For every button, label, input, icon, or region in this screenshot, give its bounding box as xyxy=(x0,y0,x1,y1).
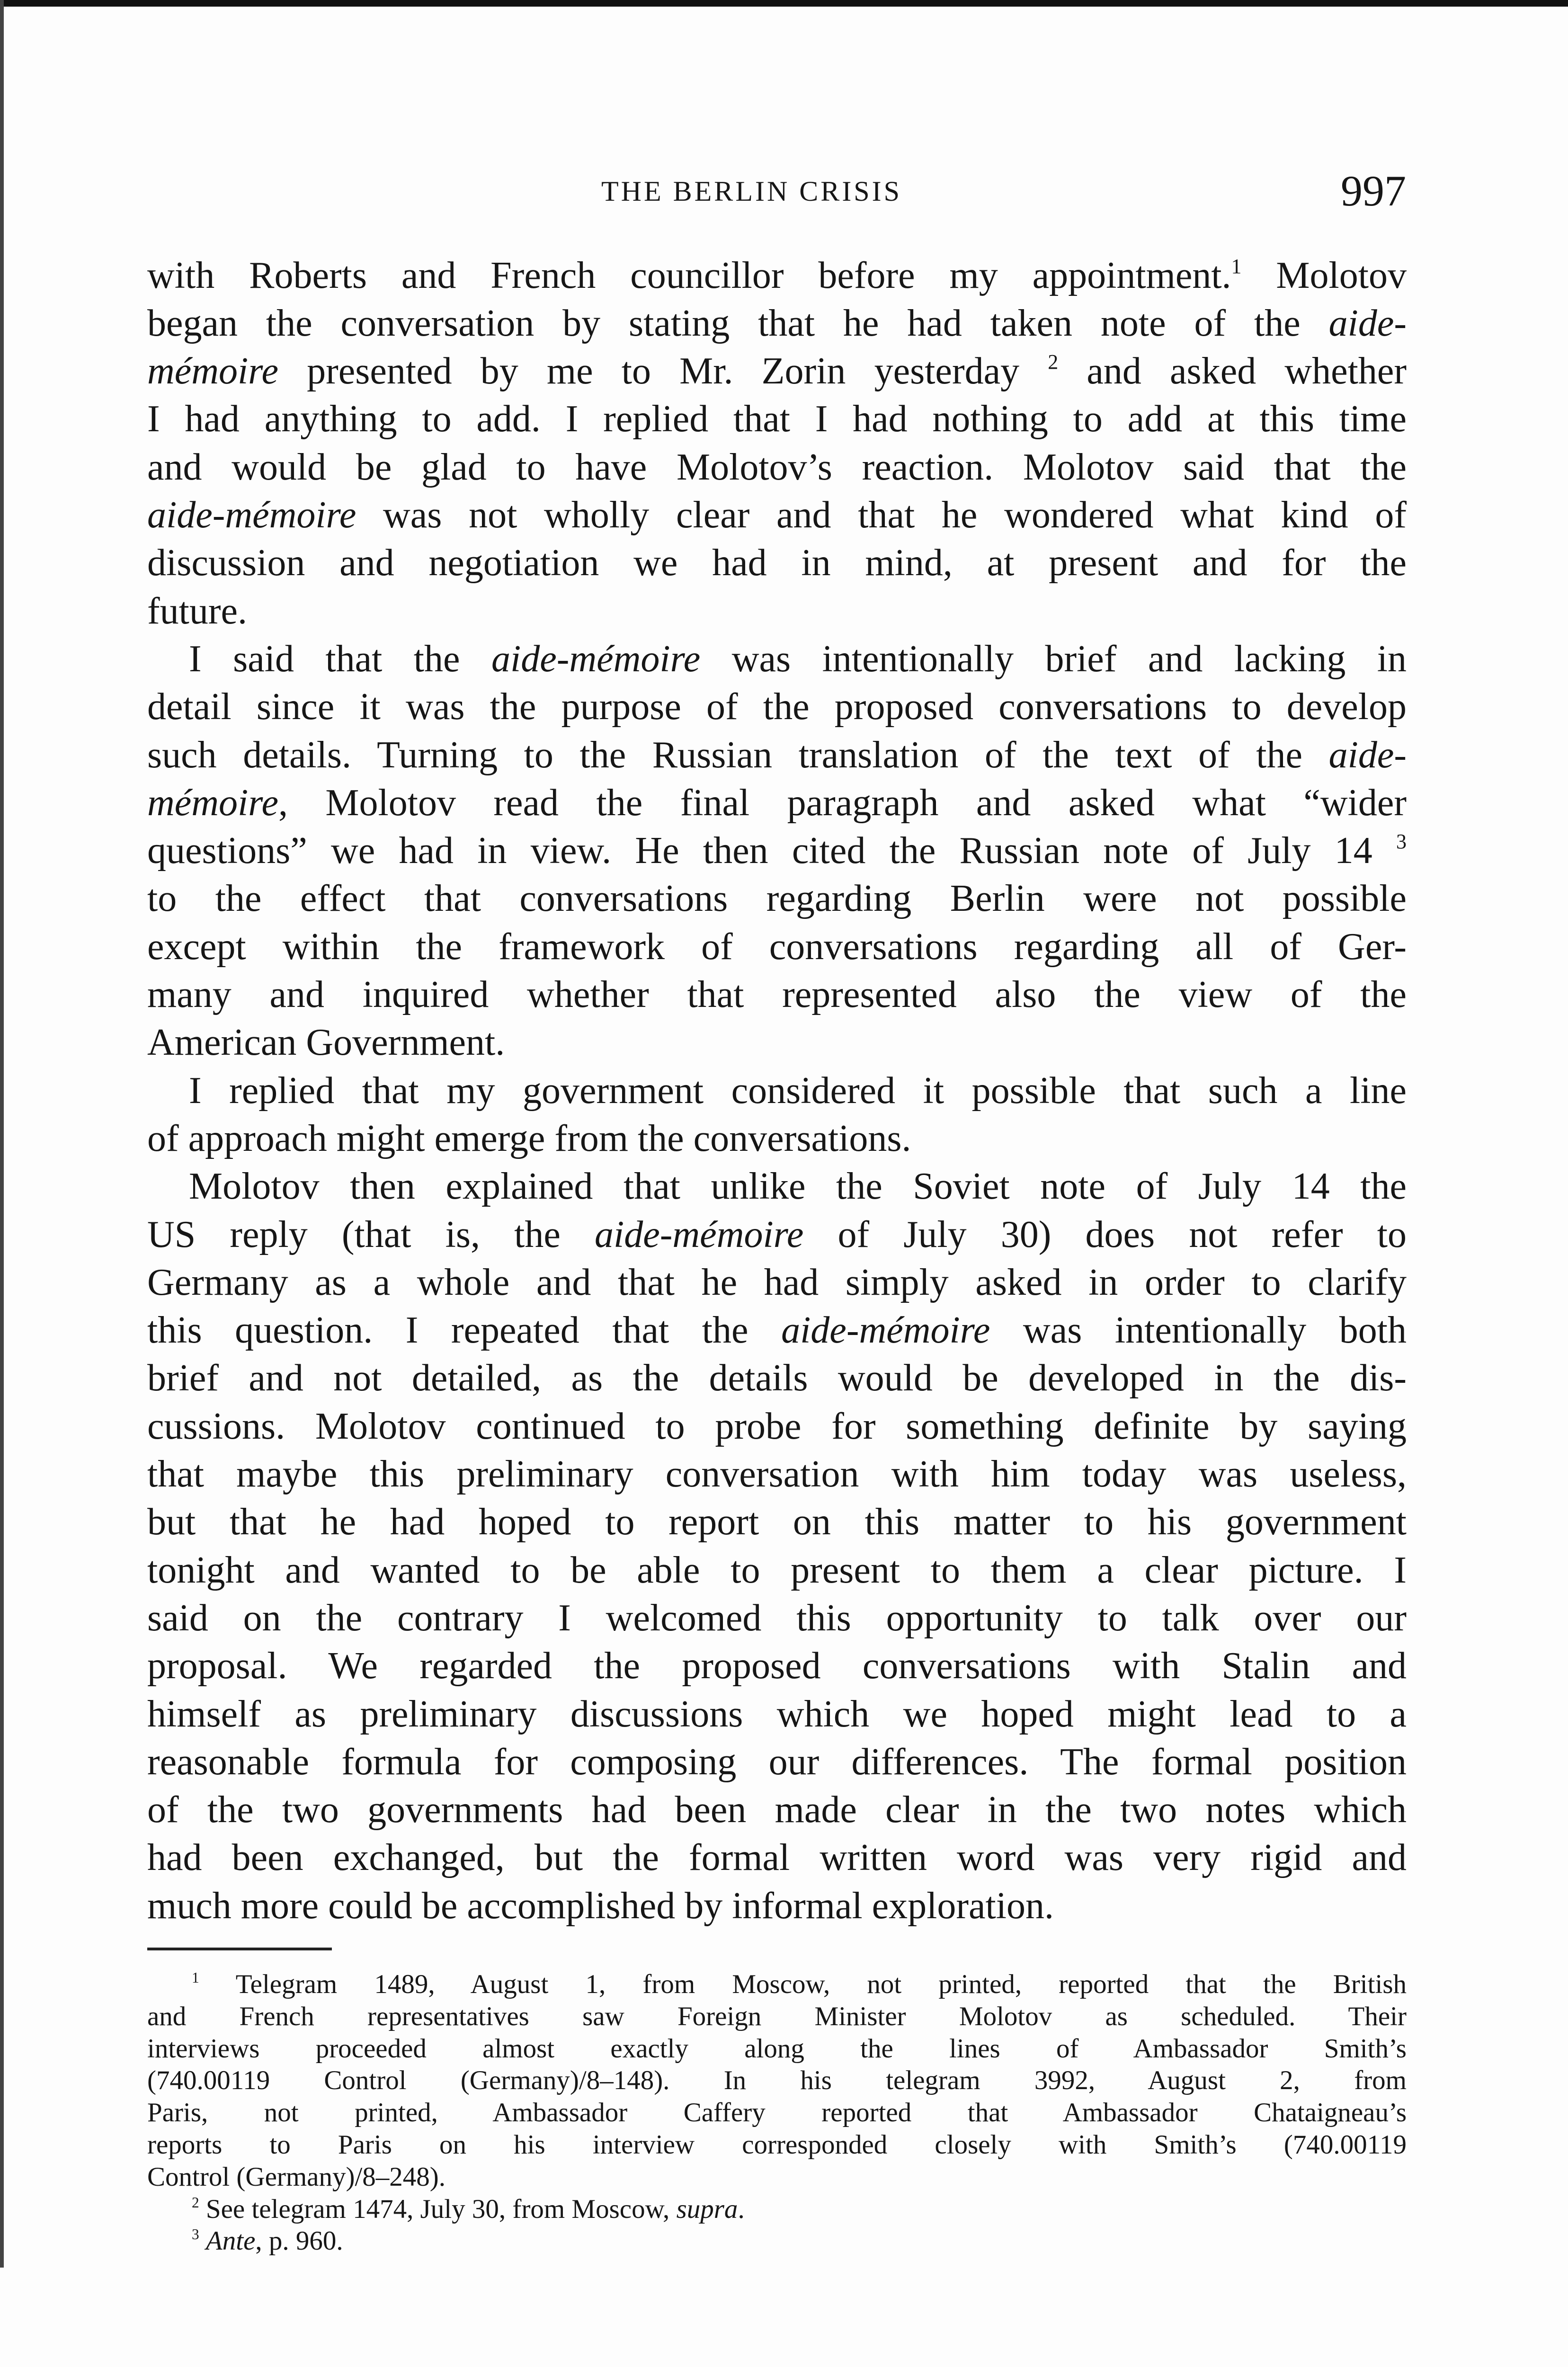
text-run: questions” we had in view. He then cited the Russian note of July 14 xyxy=(147,830,1396,872)
body-line xyxy=(147,252,1407,300)
text-run: presented by me to Mr. Zorin yesterday xyxy=(278,350,1048,392)
text-run: was intentionally brief and lacking in xyxy=(700,638,1407,680)
text-run: to the effect that conversations regarding Berlin were not possible xyxy=(147,878,1407,920)
italic-text: mémoire xyxy=(147,350,278,392)
body-line xyxy=(147,395,1407,443)
text-run: and French representatives saw Foreign Minister Molotov as scheduled. Their xyxy=(147,2001,1407,2031)
text-run: Paris, not printed, Ambassador Caffery reported that Ambassador Chataigneau’s xyxy=(147,2098,1407,2128)
text-run: Telegram 1489, August 1, from Moscow, not printed, reported that the British xyxy=(199,1969,1407,1999)
text-run: . xyxy=(738,2194,745,2224)
italic-text: mémoire xyxy=(147,782,278,824)
text-run: reports to Paris on his interview corresponded closely with Smith’s (740.00119 xyxy=(147,2130,1407,2160)
body-line xyxy=(189,635,1407,683)
body-line xyxy=(147,300,1407,347)
body-line xyxy=(189,1163,1407,1210)
footnote-marker: 3 xyxy=(192,2226,199,2243)
text-run: and would be glad to have Molotov’s reaction. Molotov said that the xyxy=(147,446,1407,488)
text-run: (740.00119 Control (Germany)/8–148). In his telegram 3992, August 2, from xyxy=(147,2065,1407,2096)
text-run: Germany as a whole and that he had simply asked in order to clarify xyxy=(147,1261,1407,1303)
body-line xyxy=(147,1594,1407,1642)
running-title: THE BERLIN CRISIS xyxy=(601,176,902,207)
body-line xyxy=(147,875,1407,923)
body-line xyxy=(147,1019,1407,1067)
scan-border-left xyxy=(0,0,4,2268)
body-line xyxy=(147,587,1407,635)
text-run: of July 30) does not refer to xyxy=(803,1213,1407,1255)
text-run: was intentionally both xyxy=(990,1309,1407,1352)
text-run: of the two governments had been made clear in the two notes which xyxy=(147,1789,1407,1831)
text-run: discussion and negotiation we had in mind, at present and for the xyxy=(147,542,1407,584)
text-run: , p. 960. xyxy=(255,2226,343,2256)
text-run: brief and not detailed, as the details would be developed in the dis- xyxy=(147,1357,1407,1399)
text-run: said on the contrary I welcomed this opportunity to talk over our xyxy=(147,1597,1407,1639)
text-run: that maybe this preliminary conversation with him today was useless, xyxy=(147,1453,1407,1495)
body-line xyxy=(147,1642,1407,1690)
text-run: Molotov xyxy=(1241,254,1407,296)
body-line xyxy=(147,1882,1407,1930)
text-run: Control (Germany)/8–248). xyxy=(147,2162,446,2192)
text-run: reasonable formula for composing our differences. The formal position xyxy=(147,1741,1407,1783)
footnote-marker: 3 xyxy=(1396,830,1407,854)
text-run: American Government. xyxy=(147,1022,505,1064)
text-run: and asked whether xyxy=(1058,350,1407,392)
footnote-line xyxy=(192,1968,1407,2001)
running-header xyxy=(0,166,1568,213)
italic-text: aide- xyxy=(1328,302,1407,344)
text-run: this question. I repeated that the xyxy=(147,1309,782,1352)
body-line xyxy=(147,923,1407,971)
text-run: I had anything to add. I replied that I had nothing to add at this time xyxy=(147,398,1407,440)
text-run: with Roberts and French councillor before my appointment. xyxy=(147,254,1231,296)
italic-text: aide-mémoire xyxy=(147,494,356,536)
body-line xyxy=(189,1067,1407,1115)
body-line xyxy=(147,1403,1407,1450)
body-line xyxy=(147,347,1407,395)
text-run: much more could be accomplished by informal exploration. xyxy=(147,1885,1054,1927)
text-run: Molotov then explained that unlike the Soviet note of July 14 the xyxy=(189,1166,1407,1208)
footnote-marker: 1 xyxy=(1231,254,1242,278)
scan-border-top xyxy=(0,0,1568,7)
body-line xyxy=(147,779,1407,827)
text-run xyxy=(199,2226,206,2256)
text-run: had been exchanged, but the formal written word was very rigid and xyxy=(147,1837,1407,1879)
body-line xyxy=(147,1691,1407,1738)
italic-text: aide-mémoire xyxy=(595,1213,804,1255)
text-run: , Molotov read the final paragraph and asked what “wider xyxy=(278,782,1407,824)
text-run: many and inquired whether that represented also the view of the xyxy=(147,974,1407,1015)
body-line xyxy=(147,827,1407,875)
footnote-line xyxy=(192,2193,1407,2225)
body-line xyxy=(147,1834,1407,1882)
text-run: proposal. We regarded the proposed conversations with Stalin and xyxy=(147,1645,1407,1687)
footnote-marker: 2 xyxy=(1048,350,1059,374)
body-line xyxy=(147,1307,1407,1354)
text-run: interviews proceeded almost exactly along the lines of Ambassador Smith’s xyxy=(147,2033,1407,2064)
footnote-line xyxy=(147,2161,1407,2193)
text-run: except within the framework of conversations regarding all of Ger- xyxy=(147,925,1407,968)
body-line xyxy=(147,683,1407,731)
body-line xyxy=(147,1450,1407,1498)
text-run: tonight and wanted to be able to present to them a clear picture. I xyxy=(147,1549,1407,1591)
italic-text: aide- xyxy=(1328,734,1407,776)
body-line xyxy=(147,444,1407,491)
italic-text: Ante xyxy=(205,2226,256,2256)
text-run: himself as preliminary discussions which we hoped might lead to a xyxy=(147,1693,1407,1735)
footnote-line xyxy=(147,2097,1407,2129)
page-number: 997 xyxy=(1341,167,1406,215)
italic-text: aide-mémoire xyxy=(781,1309,990,1352)
footnote-marker: 1 xyxy=(192,1969,199,1986)
footnote-separator xyxy=(147,1948,332,1950)
footnote-line xyxy=(147,2001,1407,2033)
body-line xyxy=(147,1738,1407,1786)
body-line xyxy=(147,539,1407,587)
text-run: was not wholly clear and that he wondered what kind of xyxy=(356,494,1407,536)
text-run: began the conversation by stating that he had taken note of the xyxy=(147,302,1329,344)
body-line xyxy=(147,1354,1407,1402)
body-line xyxy=(147,1115,1407,1163)
italic-text: supra xyxy=(676,2194,738,2224)
text-run: future. xyxy=(147,590,248,632)
body-line xyxy=(147,731,1407,779)
body-line xyxy=(147,1211,1407,1259)
text-run: I said that the xyxy=(189,638,491,680)
footnote-line xyxy=(147,2033,1407,2065)
footnote-line xyxy=(192,2225,1407,2257)
italic-text: aide-mémoire xyxy=(491,638,701,680)
body-line xyxy=(147,491,1407,539)
footnote-line xyxy=(147,2129,1407,2161)
text-run: of approach might emerge from the conversations. xyxy=(147,1117,911,1159)
text-run: US reply (that is, the xyxy=(147,1213,595,1255)
text-run: such details. Turning to the Russian translation of the text of the xyxy=(147,734,1329,776)
text-run: See telegram 1474, July 30, from Moscow, xyxy=(199,2194,677,2224)
body-line xyxy=(147,1259,1407,1307)
text-run: I replied that my government considered it possible that such a line xyxy=(189,1069,1407,1112)
footnote-marker: 2 xyxy=(192,2194,199,2211)
body-line xyxy=(147,971,1407,1019)
footnote-line xyxy=(147,2064,1407,2097)
text-run: but that he had hoped to report on this matter to his government xyxy=(147,1501,1407,1543)
body-line xyxy=(147,1786,1407,1834)
body-line xyxy=(147,1498,1407,1546)
text-run: cussions. Molotov continued to probe for something definite by saying xyxy=(147,1405,1407,1447)
body-line xyxy=(147,1547,1407,1594)
text-run: detail since it was the purpose of the proposed conversations to develop xyxy=(147,686,1407,728)
